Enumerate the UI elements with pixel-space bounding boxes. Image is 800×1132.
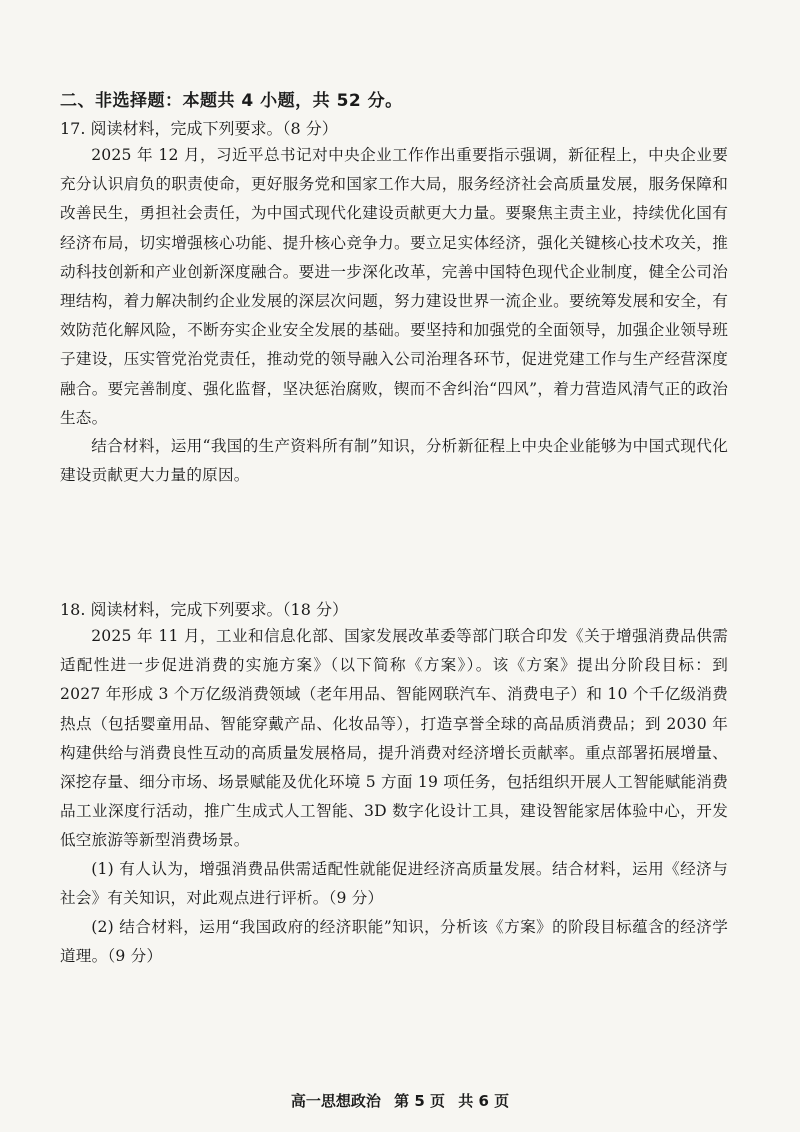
footer-total-pages: 共 6 页 xyxy=(458,1092,510,1110)
question-18-subquestion-1: (1) 有人认为，增强消费品供需适配性就能促进经济高质量发展。结合材料，运用《经济与社会》有关知识，对此观点进行评析。（9 分） xyxy=(60,860,728,907)
question-18-subquestion-2: (2) 结合材料，运用“我国政府的经济职能”知识，分析该《方案》的阶段目标蕴含的经济学道理。（9 分） xyxy=(60,918,728,965)
section-title: 二、非选择题：本题共 4 小题，共 52 分。 xyxy=(60,91,403,111)
question-17-task: 结合材料，运用“我国的生产资料所有制”知识，分析新征程上中央企业能够为中国式现代化建设贡献更大力量的原因。 xyxy=(60,437,728,484)
question-17-material: 2025 年 12 月，习近平总书记对中央企业工作作出重要指示强调，新征程上，中央企业要充分认识肩负的职责使命，更好服务党和国家工作大局，服务经济社会高质量发展，服务保障和改善民生，勇担社会责任，为中国式现代化建设贡献更大力量。要聚焦主责主业，持续优化国有经济布局，切实增强核心功能、提升核心竞争力。要立足实体经济，强化关键核心技术攻关，推动科技创新和产业创新深度融合。要进一步深化改革，完善中国特色现代企业制度，健全公司治理结构，着力解决制约企业发展的深层次问题，努力建设世界一流企业。要统筹发展和安全，有效防范化解风险，不断夯实企业安全发展的基础。要坚持和加强党的全面领导，加强企业领导班子建设，压实管党治党责任，推动党的领导融入公司治理各环节，促进党建工作与生产经营深度融合。要完善制度、强化监督，坚决惩治腐败，锲而不舍纠治“四风”，着力营造风清气正的政治生态。 xyxy=(60,146,728,427)
question-17-title: 17. 阅读材料，完成下列要求。（8 分） xyxy=(60,119,338,138)
question-18-material: 2025 年 11 月，工业和信息化部、国家发展改革委等部门联合印发《关于增强消费品供需适配性进一步促进消费的实施方案》（以下简称《方案》）。该《方案》提出分阶段目标：到 2027 年形成 3 个万亿级消费领域（老年用品、智能网联汽车、消费电子）和 10 个千亿级消费热点（包括婴童用品、智能穿戴产品、化妆品等），打造享誉全球的高品质消费品；到 2030 年构建供给与消费良性互动的高质量发展格局，提升消费对经济增长贡献率。重点部署拓展增量、深挖存量、细分市场、场景赋能及优化环境 5 方面 19 项任务，包括组织开展人工智能赋能消费品工业深度行活动，推广生成式人工智能、3D 数字化设计工具，建设智能家居体验中心，开发低空旅游等新型消费场景。 xyxy=(60,627,728,850)
question-18-title: 18. 阅读材料，完成下列要求。（18 分） xyxy=(60,600,348,619)
footer-subject: 高一思想政治 xyxy=(290,1092,381,1110)
footer-page-number: 第 5 页 xyxy=(394,1092,445,1110)
page-footer xyxy=(0,1090,800,1111)
